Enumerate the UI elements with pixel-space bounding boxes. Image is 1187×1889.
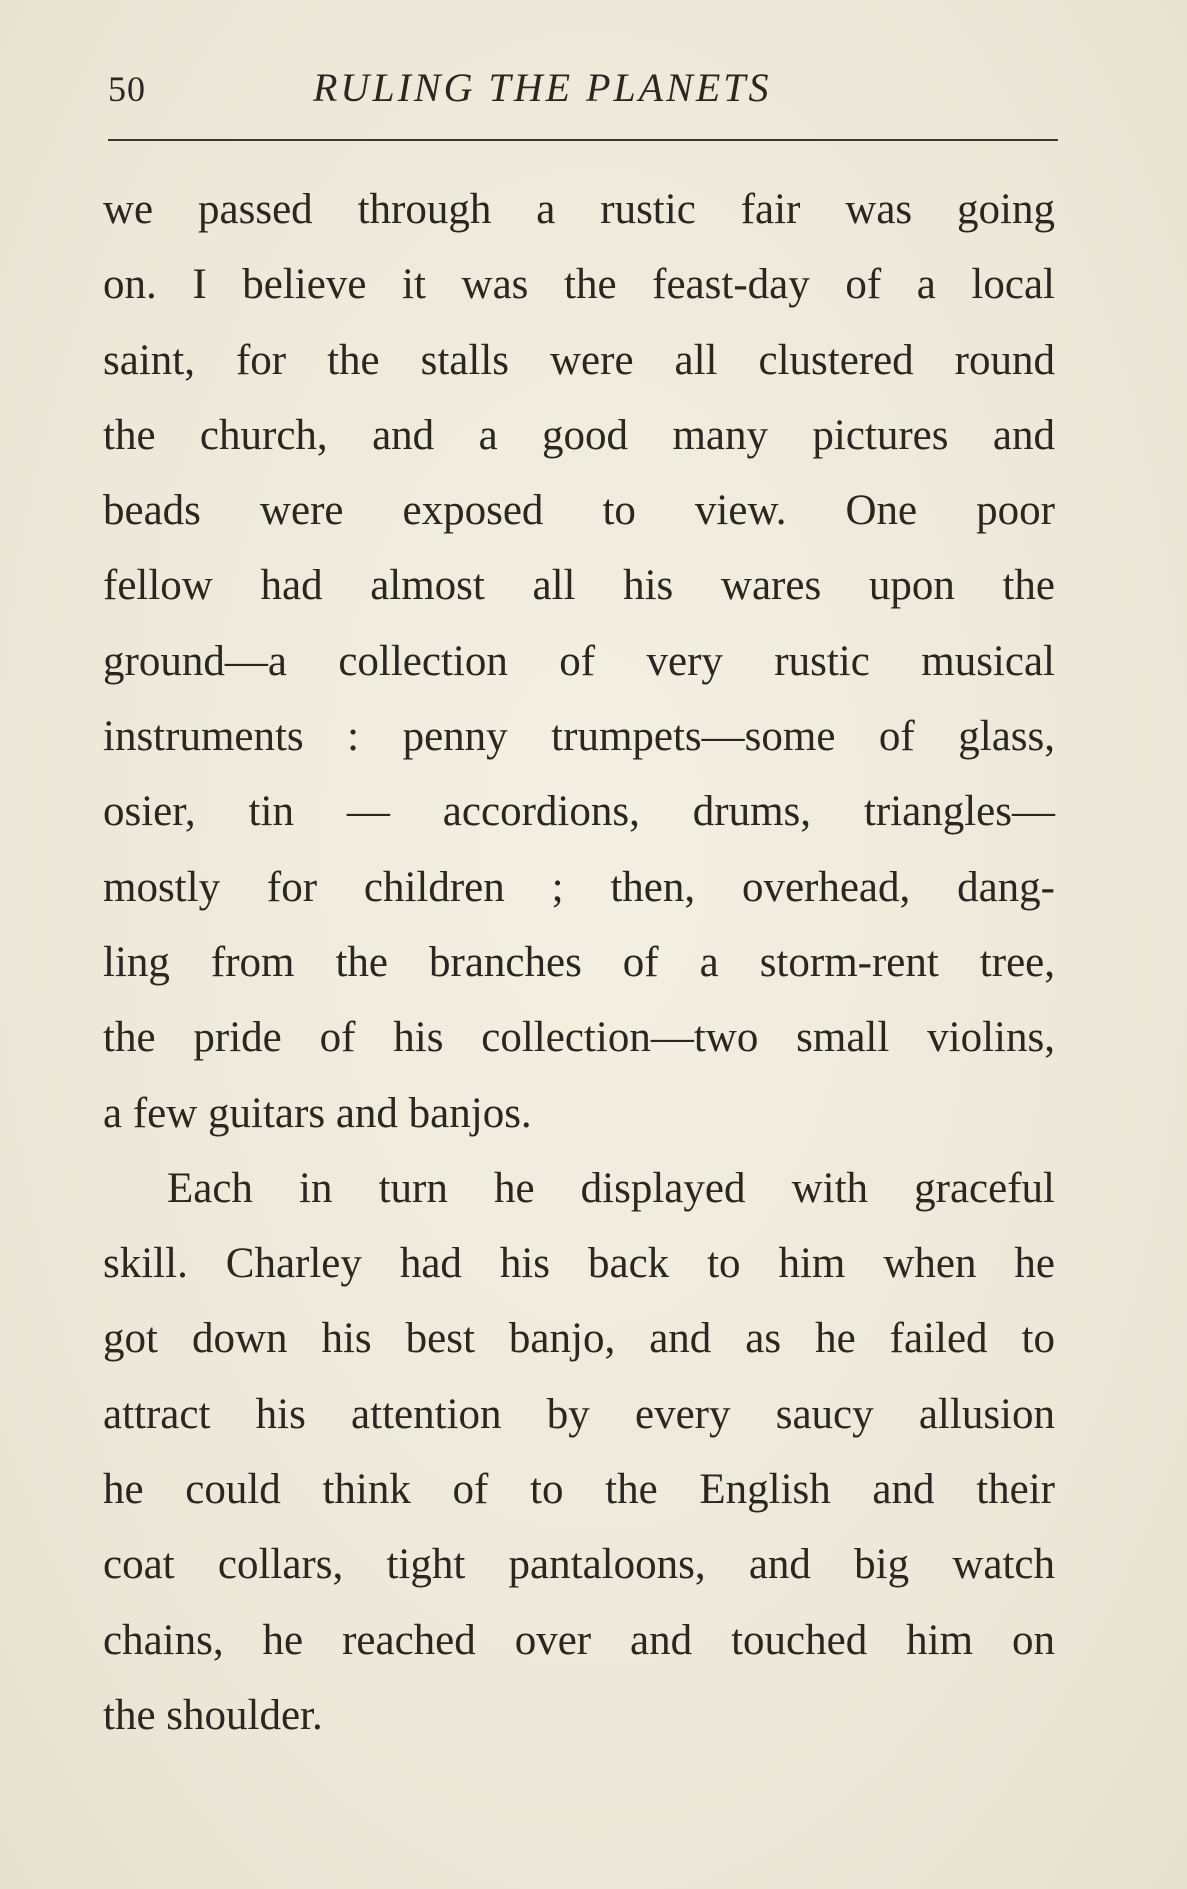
text-line: osier, tin — accordions, drums, triangles— bbox=[103, 788, 1055, 836]
text-line: a few guitars and banjos. bbox=[103, 1089, 532, 1137]
text-line: beads were exposed to view. One poor bbox=[103, 487, 1055, 535]
text-line: coat collars, tight pantaloons, and big watch bbox=[103, 1541, 1055, 1589]
running-head bbox=[108, 64, 1058, 114]
text-line: he could think of to the English and their bbox=[103, 1466, 1055, 1514]
text-line: attract his attention by every saucy allusion bbox=[103, 1390, 1055, 1438]
text-line: chains, he reached over and touched him on bbox=[103, 1616, 1055, 1664]
text-line: instruments : penny trumpets—some of glass, bbox=[103, 713, 1055, 761]
text-line: skill. Charley had his back to him when he bbox=[103, 1240, 1055, 1288]
text-line: got down his best banjo, and as he failed to bbox=[103, 1315, 1055, 1363]
text-line: on. I believe it was the feast-day of a local bbox=[103, 261, 1055, 309]
text-line: we passed through a rustic fair was going bbox=[103, 186, 1055, 233]
text-line: ground—a collection of very rustic musical bbox=[103, 637, 1055, 685]
text-line: mostly for children ; then, overhead, dang- bbox=[103, 863, 1055, 911]
text-line: fellow had almost all his wares upon the bbox=[103, 562, 1055, 610]
text-line: saint, for the stalls were all clustered round bbox=[103, 336, 1055, 384]
text-line: the shoulder. bbox=[103, 1691, 323, 1739]
body-text bbox=[103, 178, 1055, 1759]
text-line: the church, and a good many pictures and bbox=[103, 411, 1055, 459]
text-line: ling from the branches of a storm-rent tree, bbox=[103, 938, 1055, 986]
text-line: the pride of his collection—two small violins, bbox=[103, 1014, 1055, 1062]
running-title: RULING THE PLANETS bbox=[313, 65, 772, 110]
text-line: Each in turn he displayed with graceful bbox=[167, 1164, 1055, 1212]
header-rule bbox=[108, 139, 1058, 141]
page-number: 50 bbox=[108, 69, 146, 109]
